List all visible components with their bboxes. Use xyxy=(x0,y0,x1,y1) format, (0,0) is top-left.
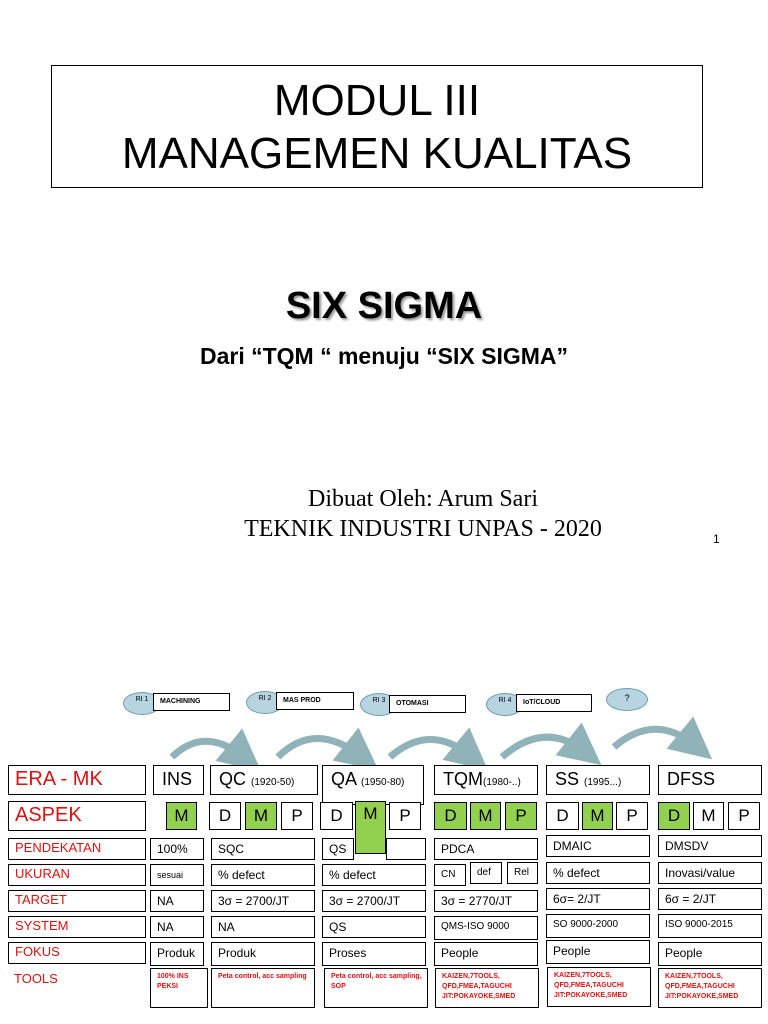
author-name: Dibuat Oleh: Arum Sari xyxy=(308,486,538,512)
aspek-dfss-p: P xyxy=(728,802,760,830)
aspek-tqm-p: P xyxy=(505,802,537,830)
ss-pendekatan: DMAIC xyxy=(546,835,650,857)
aspek-dfss-d: D xyxy=(658,802,690,830)
tqm-ukuran-rel: Rel xyxy=(507,862,538,884)
arrow-qc-qa xyxy=(278,739,362,758)
aspek-qc-p: P xyxy=(281,802,313,830)
era-qa-years: (1950-80) xyxy=(361,777,405,788)
revolution-label-3: OTOMASI xyxy=(389,695,466,713)
revolution-badge-3: RI 3 xyxy=(360,693,398,716)
era-qa-label: QA xyxy=(331,769,357,789)
aspek-ss-p: P xyxy=(616,802,648,830)
qc-system: NA xyxy=(211,916,315,938)
ss-tools: KAIZEN,7TOOLS, QFD,FMEA,TAGUCHI JIT:POKAYOKE,SMED xyxy=(547,967,651,1007)
dfss-pendekatan: DMSDV xyxy=(658,835,762,857)
aspek-qc-m: M xyxy=(245,802,277,830)
era-qc-label: QC xyxy=(219,769,246,789)
ss-target: 6σ= 2/JT xyxy=(546,888,650,910)
arrow-qa-tqm xyxy=(390,740,472,758)
dfss-target: 6σ = 2/JT xyxy=(658,888,762,910)
row-label-target: TARGET xyxy=(8,890,146,912)
dfss-system: ISO 9000-2015 xyxy=(658,914,762,938)
aspek-tqm-m: M xyxy=(470,802,501,830)
aspek-tqm-d: D xyxy=(434,802,467,830)
era-tqm xyxy=(434,765,538,795)
aspek-ss-m: M xyxy=(582,802,613,830)
page-number: 1 xyxy=(713,532,720,546)
revolution-badge-2: RI 2 xyxy=(246,691,284,714)
row-label-fokus: FOKUS xyxy=(8,942,146,964)
revolution-label-4: IoT/CLOUD xyxy=(516,694,592,712)
heading-six-sigma: SIX SIGMA xyxy=(285,285,483,327)
qc-pendekatan: SQC xyxy=(211,838,315,860)
qa-ukuran: % defect xyxy=(322,864,426,886)
row-label-aspek: ASPEK xyxy=(8,801,146,831)
ss-fokus: People xyxy=(546,940,650,964)
aspek-qa-m: M xyxy=(355,801,386,854)
aspek-ins-m: M xyxy=(166,802,197,830)
era-tqm-years: (1980-..) xyxy=(483,777,521,788)
ss-ukuran: % defect xyxy=(546,862,650,884)
tqm-system: QMS-ISO 9000 xyxy=(434,916,538,940)
ins-pendekatan: 100% xyxy=(150,838,204,860)
qa-target: 3σ = 2700/JT xyxy=(322,890,426,912)
tqm-ukuran-def: def xyxy=(470,862,502,884)
author-institution: TEKNIK INDUSTRI UNPAS - 2020 xyxy=(244,516,602,542)
qa-pendekatan: QS xyxy=(322,838,354,860)
arrow-ss-dfss xyxy=(614,729,696,747)
module-title-line1: MODUL III xyxy=(273,75,481,125)
qc-ukuran: % defect xyxy=(211,864,315,886)
ins-target: NA xyxy=(150,890,204,912)
revolution-label-2: MAS PROD xyxy=(276,692,354,710)
ins-fokus: Produk xyxy=(150,942,204,966)
aspek-dfss-m: M xyxy=(693,802,724,830)
row-label-tools: TOOLS xyxy=(14,971,58,986)
dfss-fokus: People xyxy=(658,942,762,966)
tqm-target: 3σ = 2770/JT xyxy=(434,890,538,912)
qc-target: 3σ = 2700/JT xyxy=(211,890,315,912)
ins-ukuran: sesuai xyxy=(150,864,204,886)
row-label-ukuran: UKURAN xyxy=(8,864,146,886)
revolution-badge-4: RI 4 xyxy=(486,693,524,716)
ins-tools: 100% INS PEKSI xyxy=(150,968,208,1008)
aspek-qa-d: D xyxy=(320,802,353,830)
era-qc-years: (1920-50) xyxy=(251,777,295,788)
revolution-label-1: MACHINING xyxy=(153,693,230,711)
row-label-pendekatan: PENDEKATAN xyxy=(8,838,146,860)
row-label-system: SYSTEM xyxy=(8,916,146,938)
era-tqm-label: TQM xyxy=(443,769,483,789)
arrow-ins-qc xyxy=(172,741,245,758)
qa-system: QS xyxy=(322,916,426,938)
tqm-fokus: People xyxy=(434,942,538,966)
qc-fokus: Produk xyxy=(211,942,315,966)
era-ins: INS xyxy=(153,765,204,795)
ss-system: SO 9000-2000 xyxy=(546,914,650,938)
era-ss-years: (1995...) xyxy=(584,777,622,788)
era-ss xyxy=(546,765,650,795)
tqm-ukuran-cn: CN xyxy=(434,864,466,886)
module-title-line2: MANAGEMEN KUALITAS xyxy=(121,128,633,178)
dfss-ukuran: Inovasi/value xyxy=(658,862,762,884)
aspek-qc-d: D xyxy=(209,802,241,830)
dfss-tools: KAIZEN,7TOOLS, QFD,FMEA,TAGUCHI JIT:POKAYOKE,SMED xyxy=(658,968,762,1008)
aspek-qa-p: P xyxy=(389,802,421,830)
tqm-tools: KAIZEN,7TOOLS, QFD,FMEA,TAGUCHI JIT:POKAYOKE,SMED xyxy=(435,968,539,1008)
row-label-era: ERA - MK xyxy=(8,765,146,795)
ins-system: NA xyxy=(150,916,204,938)
revolution-badge-1: RI 1 xyxy=(123,692,161,715)
era-dfss: DFSS xyxy=(658,765,762,795)
qa-fokus: Proses xyxy=(322,942,426,966)
subheading: Dari “TQM “ menuju “SIX SIGMA” xyxy=(199,343,569,369)
tqm-pendekatan: PDCA xyxy=(434,838,538,860)
aspek-ss-d: D xyxy=(546,802,579,830)
qc-tools: Peta control, acc sampling xyxy=(211,968,315,1008)
arrow-tqm-ss xyxy=(502,737,585,757)
era-qa xyxy=(322,765,424,805)
era-qc xyxy=(210,765,318,795)
qa-pendekatan-ext xyxy=(386,838,426,860)
revolution-badge-next: ? xyxy=(606,688,648,711)
era-ss-label: SS xyxy=(555,769,580,789)
qa-tools: Peta control, acc sampling, SOP xyxy=(324,968,428,1008)
